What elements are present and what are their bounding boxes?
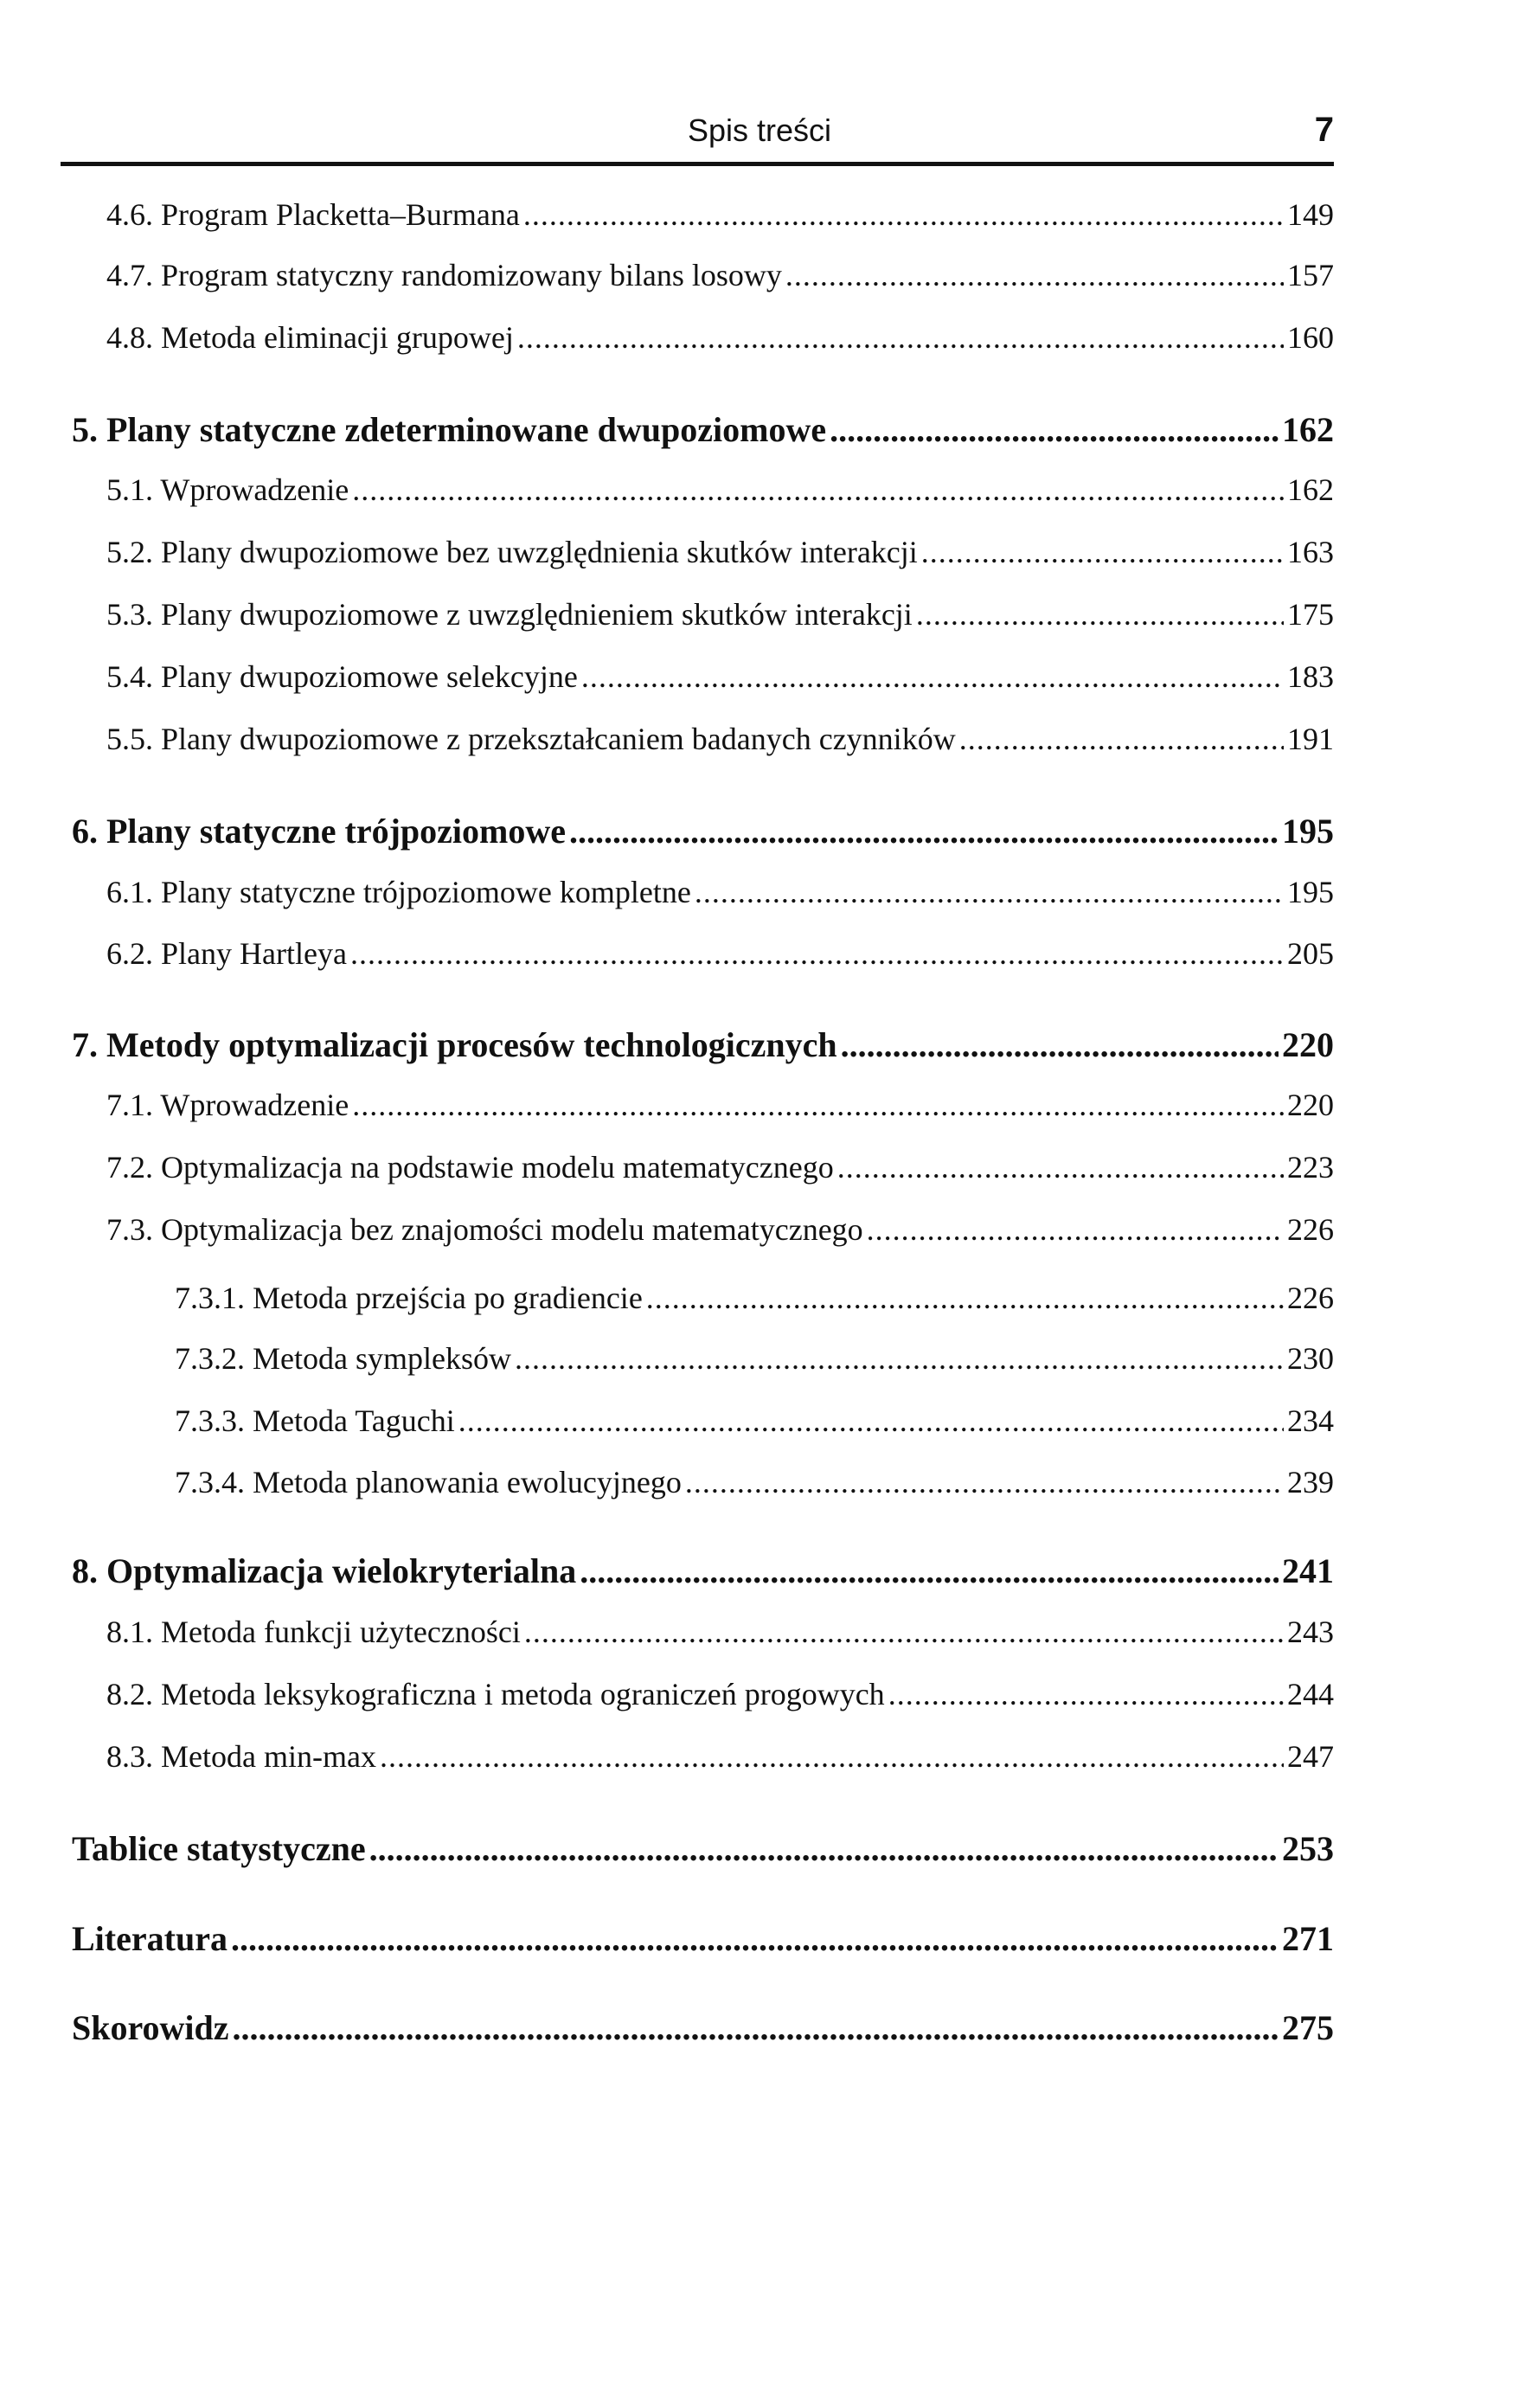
toc-entry-title: 7.3.2. Metoda sympleksów: [175, 1341, 511, 1376]
dot-leader: [841, 1024, 1279, 1065]
dot-leader: [231, 1918, 1279, 1959]
toc-entry: [175, 1464, 1334, 1500]
dot-leader: [524, 1614, 1284, 1650]
toc-entry: [106, 1614, 1334, 1650]
toc-entry-page: 247: [1287, 1739, 1334, 1774]
dot-leader: [350, 935, 1284, 972]
toc-entry-title: 6.1. Plany statyczne trójpoziomowe kompletne: [106, 875, 691, 909]
toc-entry-page: 223: [1287, 1150, 1334, 1185]
dot-leader: [785, 257, 1284, 293]
toc-entry: [72, 1551, 1334, 1591]
toc-entry: [106, 596, 1334, 633]
toc-entry-page: 195: [1282, 812, 1334, 851]
toc-entry: [72, 409, 1334, 450]
toc-entry-title: 7.1. Wprowadzenie: [106, 1088, 349, 1122]
dot-leader: [517, 319, 1284, 356]
toc-entry-title: 8. Optymalizacja wielokryterialna: [72, 1551, 577, 1590]
toc-entry-page: 191: [1287, 722, 1334, 756]
toc-entry-page: 271: [1282, 1919, 1334, 1958]
toc-entry: [106, 935, 1334, 972]
toc-entry-title: 7. Metody optymalizacji procesów technologicznych: [72, 1025, 837, 1064]
toc-entry: [106, 472, 1334, 508]
toc-entry-page: 275: [1282, 2008, 1334, 2047]
toc-entry-title: 7.3. Optymalizacja bez znajomości modelu matematycznego: [106, 1212, 863, 1247]
dot-leader: [695, 874, 1284, 910]
toc-entry: [106, 1738, 1334, 1775]
toc-entry-title: 7.3.4. Metoda planowania ewolucyjnego: [175, 1465, 682, 1499]
toc-entry: [106, 1149, 1334, 1185]
toc-entry-page: 160: [1287, 320, 1334, 355]
toc-entry-page: 163: [1287, 535, 1334, 569]
toc-entry-title: 8.2. Metoda leksykograficzna i metoda ograniczeń progowych: [106, 1677, 885, 1711]
toc-entry-page: 226: [1287, 1212, 1334, 1247]
dot-leader: [523, 196, 1284, 233]
toc-entry-page: 234: [1287, 1403, 1334, 1438]
toc-entry-title: 7.3.3. Metoda Taguchi: [175, 1403, 455, 1438]
toc-entry-page: 195: [1287, 875, 1334, 909]
toc-entry-page: 244: [1287, 1677, 1334, 1711]
toc-entry-title: 7.3.1. Metoda przejścia po gradiencie: [175, 1281, 643, 1315]
toc-entry: [175, 1280, 1334, 1316]
dot-leader: [580, 1551, 1279, 1591]
toc-entry-title: 5. Plany statyczne zdeterminowane dwupoziomowe: [72, 410, 827, 449]
toc-entry-title: 8.3. Metoda min-max: [106, 1739, 376, 1774]
toc-entry-page: 149: [1287, 197, 1334, 232]
toc-entry-page: 220: [1282, 1025, 1334, 1064]
dot-leader: [921, 534, 1284, 570]
toc-entry: [175, 1340, 1334, 1377]
toc-entry-page: 226: [1287, 1281, 1334, 1315]
dot-leader: [369, 1828, 1279, 1869]
dot-leader: [685, 1464, 1284, 1500]
toc-entry: [106, 874, 1334, 910]
toc-entry-title: 5.1. Wprowadzenie: [106, 472, 349, 507]
toc-entry-title: 4.7. Program statyczny randomizowany bilans losowy: [106, 258, 782, 292]
toc-entry-title: 5.2. Plany dwupoziomowe bez uwzględnienia skutków interakcji: [106, 535, 918, 569]
toc-entry-page: 241: [1282, 1551, 1334, 1590]
dot-leader: [830, 409, 1279, 450]
toc-entry-page: 162: [1282, 410, 1334, 449]
dot-leader: [380, 1738, 1284, 1775]
toc-entry: [106, 1087, 1334, 1123]
dot-leader: [515, 1340, 1284, 1377]
dot-leader: [646, 1280, 1284, 1316]
toc-entry-page: 253: [1282, 1829, 1334, 1868]
dot-leader: [888, 1676, 1284, 1712]
toc-entry: [106, 721, 1334, 757]
toc-entry: [72, 1828, 1334, 1869]
header-rule: [61, 162, 1334, 166]
toc-entry: [106, 196, 1334, 233]
toc-entry: [106, 1211, 1334, 1248]
toc-entry: [72, 811, 1334, 851]
toc-entry-page: 183: [1287, 659, 1334, 694]
toc-entry-title: Literatura: [72, 1919, 228, 1958]
dot-leader: [352, 1087, 1284, 1123]
toc-entry: [106, 257, 1334, 293]
toc-entry: [106, 658, 1334, 695]
toc-entry-page: 205: [1287, 936, 1334, 971]
toc-entry-title: 4.8. Metoda eliminacji grupowej: [106, 320, 514, 355]
dot-leader: [352, 472, 1284, 508]
toc-entry-title: 6.2. Plany Hartleya: [106, 936, 347, 971]
toc-entry-title: Skorowidz: [72, 2008, 229, 2047]
toc-entry-title: 5.5. Plany dwupoziomowe z przekształcaniem badanych czynników: [106, 722, 956, 756]
toc-entry-title: 5.4. Plany dwupoziomowe selekcyjne: [106, 659, 578, 694]
toc-entry-title: 7.2. Optymalizacja na podstawie modelu matematycznego: [106, 1150, 834, 1185]
toc-entry-title: Tablice statystyczne: [72, 1829, 366, 1868]
dot-leader: [581, 658, 1284, 695]
toc-entry-title: 6. Plany statyczne trójpoziomowe: [72, 812, 566, 851]
running-header-title: Spis treści: [687, 112, 832, 148]
toc-entry-title: 5.3. Plany dwupoziomowe z uwzględnieniem skutków interakcji: [106, 597, 913, 632]
toc-entry: [106, 534, 1334, 570]
toc-entry-title: 8.1. Metoda funkcji użyteczności: [106, 1615, 521, 1649]
toc-entry-page: 230: [1287, 1341, 1334, 1376]
toc-entry: [72, 2007, 1334, 2048]
dot-leader: [959, 721, 1284, 757]
toc-entry: [106, 1676, 1334, 1712]
toc-entry-page: 239: [1287, 1465, 1334, 1499]
page-number: 7: [1314, 111, 1334, 149]
dot-leader: [916, 596, 1284, 633]
toc-entry: [72, 1024, 1334, 1065]
dot-leader: [569, 811, 1279, 851]
toc-entry-title: 4.6. Program Placketta–Burmana: [106, 197, 520, 232]
toc-entry: [106, 319, 1334, 356]
dot-leader: [458, 1403, 1284, 1439]
toc-entry-page: 157: [1287, 258, 1334, 292]
toc-entry-page: 220: [1287, 1088, 1334, 1122]
dot-leader: [837, 1149, 1284, 1185]
toc-entry: [175, 1403, 1334, 1439]
dot-leader: [867, 1211, 1284, 1248]
dot-leader: [233, 2007, 1279, 2048]
toc-entry: [72, 1918, 1334, 1959]
toc-entry-page: 175: [1287, 597, 1334, 632]
toc-entry-page: 162: [1287, 472, 1334, 507]
toc-entry-page: 243: [1287, 1615, 1334, 1649]
